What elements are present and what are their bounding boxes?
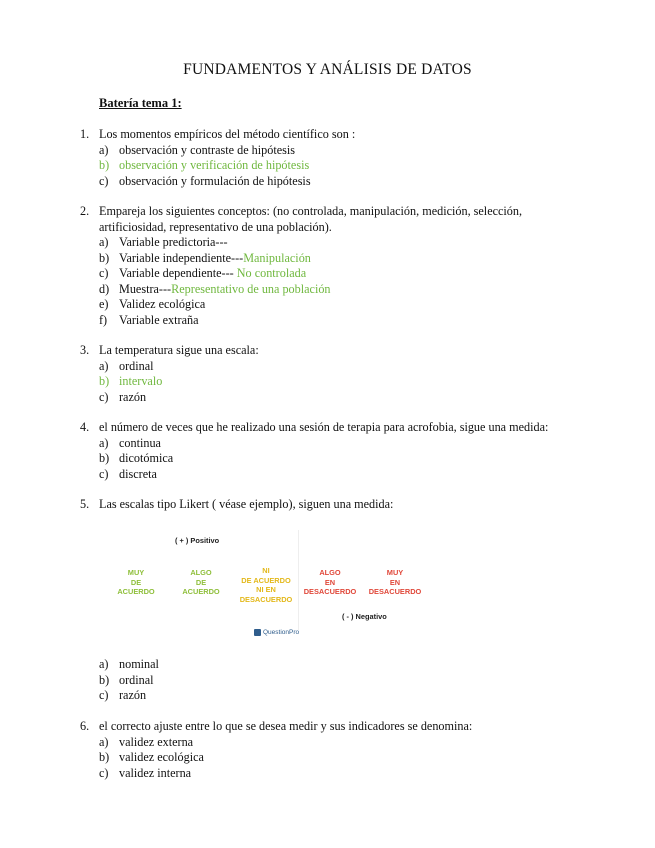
option-letter: a) (99, 235, 109, 249)
option-letter: b) (99, 158, 110, 172)
option-letter: c) (99, 688, 109, 702)
option-f (80, 313, 560, 329)
cell-line: ALGO (190, 568, 212, 577)
question-2 (80, 204, 560, 328)
option-c (80, 766, 560, 782)
question-text: La temperatura sigue una escala: (99, 343, 259, 357)
question-number: 3. (80, 343, 90, 357)
option-b-correct (80, 374, 560, 390)
cell-line: ACUERDO (117, 587, 155, 597)
option-b (80, 750, 560, 766)
question-text: Las escalas tipo Likert ( véase ejemplo), siguen una medida: (99, 497, 394, 511)
option-text: validez externa (119, 734, 194, 749)
option-text: Variable extraña (119, 312, 199, 327)
option-a (80, 143, 560, 159)
option-b-correct (80, 158, 560, 174)
option-c (80, 390, 560, 406)
option-text: intervalo (119, 374, 163, 388)
option-text: Variable dependiente--- (119, 266, 237, 280)
option-b (80, 251, 560, 267)
logo-text: QuestionPro (263, 629, 300, 636)
option-letter: b) (99, 750, 110, 764)
question-text-line-1: Empareja los siguientes conceptos: (no controlada, manipulación, medición, selección, (99, 204, 523, 218)
option-text: observación y formulación de hipótesis (119, 173, 311, 188)
question-text: Los momentos empíricos del método científico son : (99, 127, 356, 141)
option-text: validez interna (119, 765, 192, 780)
option-letter: b) (99, 374, 110, 388)
option-text: Validez ecológica (119, 297, 206, 311)
option-text: Variable independiente--- (119, 250, 244, 265)
option-letter: c) (99, 266, 109, 280)
option-letter: c) (99, 765, 109, 780)
option-letter: a) (99, 142, 109, 157)
option-a (80, 657, 560, 673)
questionpro-icon (254, 629, 261, 636)
cell-line: ALGO (319, 568, 341, 577)
option-letter: b) (99, 250, 110, 265)
question-5 (80, 497, 560, 513)
option-c (80, 174, 560, 190)
cell-line: MUY (127, 568, 145, 577)
likert-cell-muy-de-acuerdo (105, 568, 167, 597)
option-text: ordinal (119, 358, 154, 373)
cell-line: EN (389, 577, 401, 587)
cell-line: DE ACUERDO (241, 575, 291, 585)
likert-cell-muy-en-desacuerdo (364, 568, 426, 597)
question-number: 1. (80, 127, 90, 141)
question-1 (80, 127, 560, 189)
question-number: 5. (80, 497, 90, 511)
likert-cell-neutral (235, 566, 297, 604)
likert-cell-algo-de-acuerdo (170, 568, 232, 597)
question-5-options (80, 657, 560, 704)
question-number: 4. (80, 420, 90, 434)
questionpro-logo (254, 629, 299, 636)
battery-subtitle: Batería tema 1: (99, 96, 182, 110)
cell-line: EN (324, 577, 336, 587)
option-text: validez ecológica (119, 750, 204, 764)
likert-cell-algo-en-desacuerdo (299, 568, 361, 597)
positive-label: ( + ) Positivo (175, 536, 220, 545)
option-a (80, 359, 560, 375)
question-number: 2. (80, 204, 90, 218)
option-d (80, 282, 560, 298)
question-6 (80, 719, 560, 781)
option-text: continua (119, 435, 161, 450)
question-text: el número de veces que he realizado una sesión de terapia para acrofobia, sigue una medida: (99, 420, 549, 434)
cell-line: ACUERDO (182, 587, 220, 597)
option-e (80, 297, 560, 313)
question-3 (80, 343, 560, 405)
option-text: razón (119, 389, 147, 404)
question-4 (80, 420, 580, 482)
option-text: razón (119, 688, 147, 702)
option-letter: b) (99, 672, 110, 687)
option-answer: Representativo de una población (171, 281, 331, 296)
option-answer: No controlada (236, 266, 307, 280)
cell-line: DESACUERDO (303, 587, 357, 597)
option-letter: a) (99, 657, 109, 671)
option-a (80, 235, 560, 251)
cell-line: NI (262, 566, 270, 575)
cell-line: MUY (386, 568, 404, 577)
option-answer: Manipulación (243, 250, 311, 265)
option-b (80, 673, 560, 689)
cell-line: DESACUERDO (368, 587, 422, 597)
option-text: discreta (119, 466, 157, 481)
question-text: el correcto ajuste entre lo que se desea medir y sus indicadores se denomina: (99, 719, 473, 733)
option-letter: f) (99, 312, 108, 327)
option-text: Variable predictoria--- (119, 235, 228, 249)
option-c (80, 266, 560, 282)
option-letter: b) (99, 451, 110, 465)
option-a (80, 735, 560, 751)
option-letter: c) (99, 389, 109, 404)
question-number: 6. (80, 719, 90, 733)
question-text-line-2: artificiosidad, representativo de una población). (99, 219, 332, 234)
option-text: ordinal (119, 672, 154, 687)
cell-line: NI EN (256, 585, 276, 595)
option-c (80, 688, 560, 704)
option-c (80, 467, 580, 483)
option-letter: c) (99, 173, 109, 188)
likert-scale-example (113, 528, 433, 644)
option-letter: c) (99, 466, 109, 481)
option-text: Muestra--- (119, 281, 172, 296)
option-text: observación y contraste de hipótesis (119, 142, 295, 157)
option-letter: a) (99, 734, 109, 749)
cell-line: DE (130, 577, 142, 587)
option-letter: a) (99, 358, 109, 373)
option-a (80, 436, 580, 452)
cell-line: DE (195, 577, 207, 587)
option-text: observación y verificación de hipótesis (119, 158, 310, 172)
option-text: dicotómica (119, 451, 174, 465)
option-letter: a) (99, 435, 109, 450)
cell-line: DESACUERDO (239, 594, 293, 604)
option-b (80, 451, 580, 467)
option-letter: d) (99, 281, 110, 296)
negative-label: ( - ) Negativo (342, 612, 387, 621)
document-title: FUNDAMENTOS Y ANÁLISIS DE DATOS (183, 61, 472, 78)
option-text: nominal (119, 657, 159, 671)
option-letter: e) (99, 297, 109, 311)
